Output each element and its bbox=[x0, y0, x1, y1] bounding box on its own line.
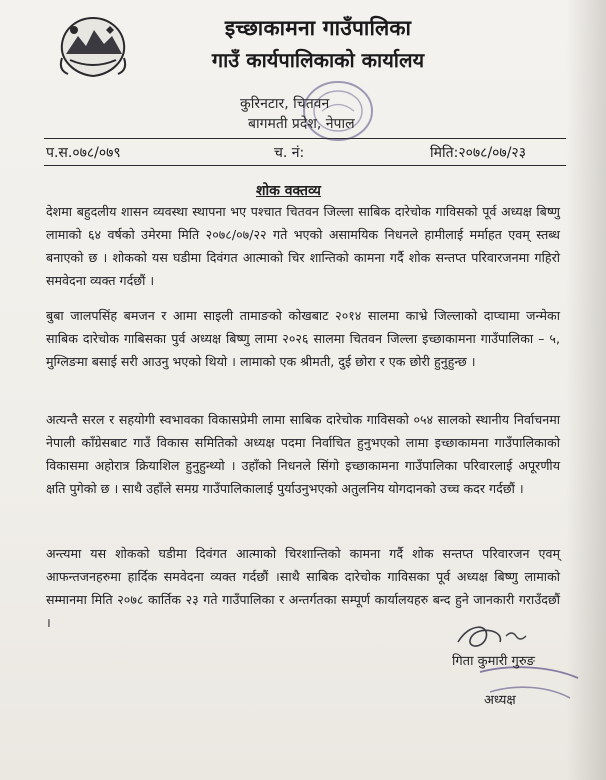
statement-title: शोक वक्तव्य bbox=[256, 183, 321, 199]
letter-date: मिति:२०७८/०७/२३ bbox=[430, 145, 526, 161]
paragraph-2: बुबा जालपसिंह बमजन र आमा साइली तामाङको कोखबाट २०१४ सालमा काभ्रे जिल्लाको दाप्चामा जन्मेका साबिक दारेचोक गाबिसका पुर्व अध्यक्ष बिष्णु लामा २०२६ सालमा चितवन जिल्ला इच्छाकामना गाउँपालिका – ५, मुग्लिङमा बसाई सरी आउनु भएको थियो । लामाको एक श्रीमती, दुई छोरा र एक छोरी हुनुहुन्छ । bbox=[46, 308, 560, 369]
address-line-1: कुरिनटार, चितवन bbox=[240, 96, 330, 112]
municipality-name: इच्छाकामना गाउँपालिका bbox=[224, 16, 412, 40]
signature-mark-icon bbox=[420, 608, 600, 738]
paragraph-1: देशमा बहुदलीय शासन व्यवस्था स्थापना भए पश्चात चितवन जिल्ला साबिक दारेचोक गाविसको पूर्व अध्यक्ष बिष्णु लामाको ६४ वर्षको उमेरमा मिति २०७८/०७/२२ गते भएको असामयिक निधनले हामीलाई मर्माहत एवम् स्तब्ध बनाएको छ । शोकको यस घडीमा दिवंगत आत्माको चिर शान्तिको कामना गर्दै शोक सन्तप्त परिवारजनमा गहिरो समवेदना व्यक्त गर्दछौं । bbox=[46, 204, 560, 288]
reference-row bbox=[44, 138, 566, 166]
paragraph-3: अत्यन्तै सरल र सहयोगी स्वभावका विकासप्रेमी लामा साबिक दारेचोक गाविसको ०५४ सालको स्थानीय निर्वाचनमा नेपाली काँग्रेसबाट गाउँ विकास समितिको अध्यक्ष पदमा निर्वाचित हुनुभएको लामा इच्छाकामना गाउँपालिकाको विकासमा अहोरात्र क्रियाशिल हुनुहुन्थ्यो । उहाँको निधनले सिंगो इच्छाकामना गाउँपालिका परिवारलाई अपूरणीय क्षति पुगेको छ । साथै उहाँले समग्र गाउँपालिकालाई पुर्याउनुभएको अतुलनिय योगदानको उच्च कदर गर्दछौं । bbox=[46, 412, 560, 496]
paragraph-4: अन्त्यमा यस शोकको घडीमा दिवंगत आत्माको चिरशान्तिको कामना गर्दै शोक सन्तप्त परिवारजन एवम् आफन्तजनहरुमा हार्दिक समवेदना व्यक्त गर्दछौं ।साथै साबिक दारेचोक गाविसका पूर्व अध्यक्ष बिष्णु लामाको सम्मानमा मिति २०७८ कार्तिक २३ गते गाउँपालिका र अन्तर्गतका सम्पूर्ण कार्यालयहरु बन्द हुने जानकारी गराउँदछौं । bbox=[46, 546, 561, 630]
signatory-designation: अध्यक्ष bbox=[484, 693, 516, 708]
address-line-2: बागमती प्रदेश, नेपाल bbox=[248, 116, 355, 132]
office-name: गाउँ कार्यपालिकाको कार्यालय bbox=[211, 48, 425, 72]
signatory-name: गिता कुमारी गुरुङ bbox=[452, 654, 535, 669]
letter-number: प.स.०७८/०७९ bbox=[46, 145, 121, 161]
dispatch-number: च. नं: bbox=[274, 145, 305, 161]
